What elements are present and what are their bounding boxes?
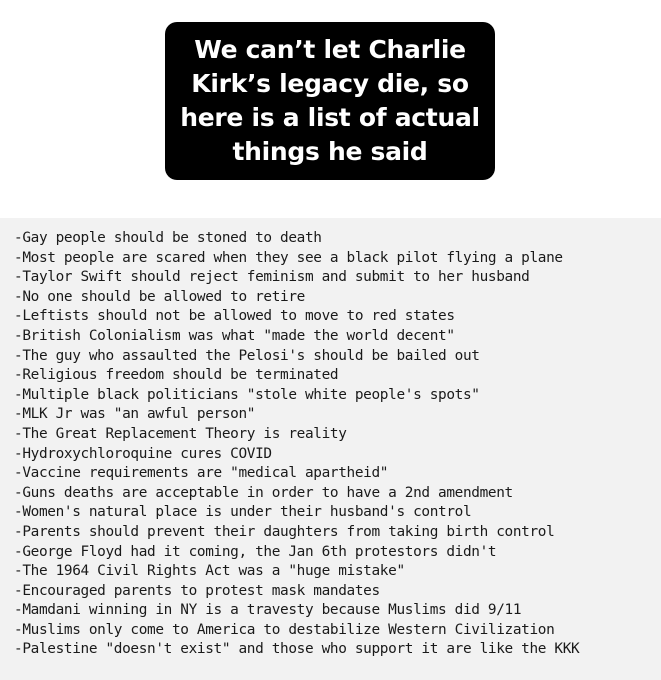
list-item: -Taylor Swift should reject feminism and submit to her husband xyxy=(14,269,530,286)
list-item: -Guns deaths are acceptable in order to have a 2nd amendment xyxy=(14,484,513,501)
list-item: -The 1964 Civil Rights Act was a "huge mistake" xyxy=(14,563,405,580)
list-item: -The guy who assaulted the Pelosi's should be bailed out xyxy=(14,347,480,364)
list-item: -Leftists should not be allowed to move to red states xyxy=(14,308,455,325)
list-item: -Encouraged parents to protest mask mandates xyxy=(14,582,380,599)
list-item: -Vaccine requirements are "medical apartheid" xyxy=(14,465,389,482)
list-item: -Hydroxychloroquine cures COVID xyxy=(14,445,272,462)
list-item: -George Floyd had it coming, the Jan 6th protestors didn't xyxy=(14,543,497,560)
list-item: -Mamdani winning in NY is a travesty because Muslims did 9/11 xyxy=(14,602,522,619)
statement-list xyxy=(14,229,579,660)
list-item: -Palestine "doesn't exist" and those who support it are like the KKK xyxy=(14,641,580,658)
list-item: -Religious freedom should be terminated xyxy=(14,367,339,384)
list-item: -Multiple black politicians "stole white people's spots" xyxy=(14,386,480,403)
list-item: -No one should be allowed to retire xyxy=(14,288,305,305)
caption-box xyxy=(165,22,495,180)
list-item: -Gay people should be stoned to death xyxy=(14,230,322,246)
statement-list-area xyxy=(0,218,661,680)
caption-area xyxy=(0,0,661,218)
caption-text: We can’t let Charlie Kirk’s legacy die, so here is a list of actual things he said xyxy=(180,35,480,166)
list-item: -Muslims only come to America to destabilize Western Civilization xyxy=(14,621,555,638)
list-item: -Most people are scared when they see a black pilot flying a plane xyxy=(14,249,563,266)
list-item: -MLK Jr was "an awful person" xyxy=(14,406,256,423)
list-item: -Women's natural place is under their husband's control xyxy=(14,504,472,521)
list-item: -Parents should prevent their daughters from taking birth control xyxy=(14,523,555,540)
list-item: -The Great Replacement Theory is reality xyxy=(14,425,347,442)
list-item: -British Colonialism was what "made the world decent" xyxy=(14,327,455,344)
